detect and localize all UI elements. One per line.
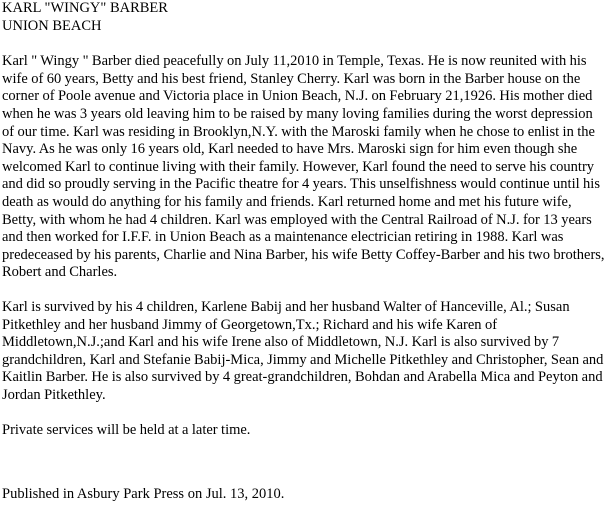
obituary-biography-paragraph: Karl " Wingy " Barber died peacefully on July 11,2010 in Temple, Texas. He is now reunited with his wife of 60 years, Betty and his best friend, Stanley Cherry. Karl was born in the Barber house on the corner of Poole avenue and Victoria place in Union Beach, N.J. on February 21,1926. His mother died when he was 3 years old leaving him to be raised by many loving families during the worst depression of our time. Karl was residing in Brooklyn,N.Y. with the Maroski family when he chose to enlist in the Navy. As he was only 16 years old, Karl needed to have Mrs. Maroski sign for him even though she welcomed Karl to continue living with their family. However, Karl found the need to serve his country and did so proudly serving in the Pacific theatre for 4 years. This unselfishness would continue until his death as would do anything for his family and friends. Karl returned home and met his future wife, Betty, with whom he had 4 children. Karl was employed with the Central Railroad of N.J. for 13 years and then worked for I.F.F. in Union Beach as a maintenance electrician retiring in 1988. Karl was predeceased by his parents, Charlie and Nina Barber, his wife Betty Coffey-Barber and his two brothers, Robert and Charles. xyxy=(2,53,605,281)
deceased-name: KARL "WINGY" BARBER xyxy=(2,0,168,16)
obituary-services-paragraph: Private services will be held at a later time. xyxy=(2,422,251,439)
obituary-survivors-paragraph: Karl is survived by his 4 children, Karlene Babij and her husband Walter of Hanceville, Al.; Susan Pitkethley and her husband Jimmy of Georgetown,Tx.; Richard and his wife Karen of Middletown,N.J.;and Karl and his wife Irene also of Middletown, N.J. Karl is also survived by 7 grandchildren, Karl and Stefanie Babij-Mica, Jimmy and Michelle Pitkethley and Christopher, Sean and Kaitlin Barber. He is also survived by 4 great-grandchildren, Bohdan and Arabella Mica and Peyton and Jordan Pitkethley. xyxy=(2,298,604,403)
deceased-location: UNION BEACH xyxy=(2,17,102,34)
publication-note: Published in Asbury Park Press on Jul. 13, 2010. xyxy=(2,486,285,503)
obituary-heading xyxy=(2,0,608,35)
